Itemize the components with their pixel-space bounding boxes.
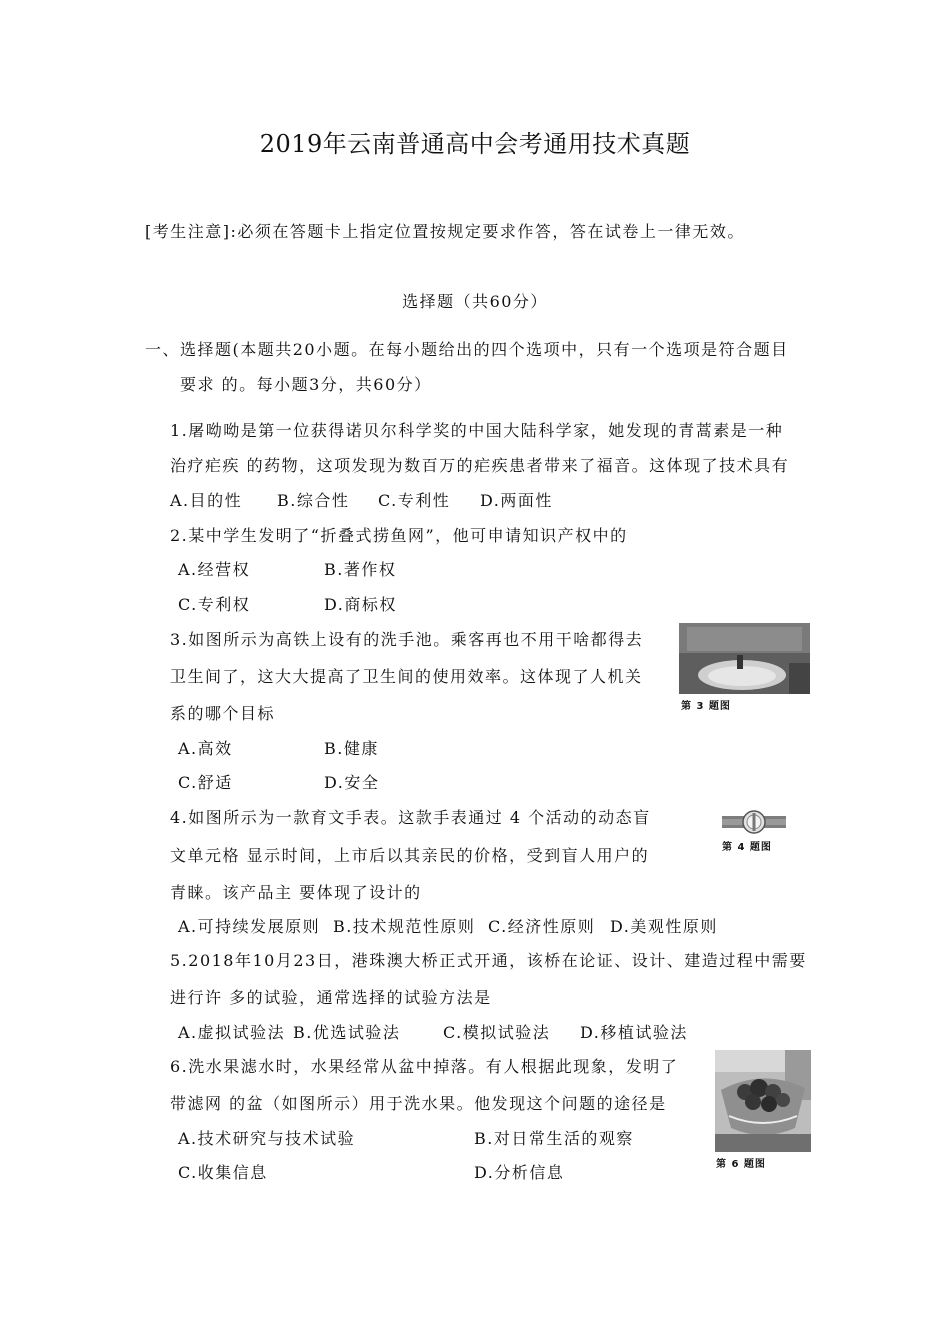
question-2-option-c: C.专利权 [178, 595, 251, 614]
question-5-option-b: B.优选试验法 [293, 1023, 401, 1042]
question-3-option-a: A.高效 [178, 739, 233, 758]
question-1-line-1: 1.屠呦呦是第一位获得诺贝尔科学奖的中国大陆科学家，她发现的青蒿素是一种 [170, 421, 784, 440]
part-heading-line-1: 一、选择题(本题共20小题。在每小题给出的四个选项中，只有一个选项是符合题目 [145, 340, 789, 359]
question-4-line-3: 青睐。该产品主 要体现了设计的 [170, 883, 422, 902]
question-2-option-b: B.著作权 [324, 560, 397, 579]
question-5-option-c: C.模拟试验法 [443, 1023, 551, 1042]
question-1-option-d: D.两面性 [480, 491, 553, 510]
watch-photo [722, 810, 786, 834]
question-3-line-3: 系的哪个目标 [170, 704, 276, 723]
question-6-option-b: B.对日常生活的观察 [474, 1129, 634, 1148]
question-3-line-1: 3.如图所示为高铁上设有的洗手池。乘客再也不用干啥都得去 [170, 630, 644, 649]
question-4-option-d: D.美观性原则 [610, 917, 718, 936]
question-6-option-c: C.收集信息 [178, 1163, 268, 1182]
section-title: 选择题（共60分） [402, 292, 548, 311]
question-5-line-2: 进行许 多的试验，通常选择的试验方法是 [170, 988, 492, 1007]
figure-3-caption: 第 3 题图 [681, 701, 731, 712]
question-3-line-2: 卫生间了，这大大提高了卫生间的使用效率。这体现了人机关 [170, 667, 643, 686]
question-6-option-a: A.技术研究与技术试验 [178, 1129, 356, 1148]
question-1-line-2: 治疗疟疾 的药物，这项发现为数百万的疟疾患者带来了福音。这体现了技术具有 [170, 456, 790, 475]
part-heading-line-2: 要求 的。每小题3分，共60分） [180, 375, 432, 394]
fruit-basin-photo [715, 1050, 811, 1152]
question-2-option-a: A.经营权 [178, 560, 251, 579]
question-4-line-2: 文单元格 显示时间，上市后以其亲民的价格，受到盲人用户的 [170, 846, 650, 865]
question-5-option-d: D.移植试验法 [580, 1023, 688, 1042]
question-2-option-d: D.商标权 [324, 595, 397, 614]
question-4-option-a: A.可持续发展原则 [178, 917, 321, 936]
question-4-option-c: C.经济性原则 [488, 917, 596, 936]
question-3-option-c: C.舒适 [178, 773, 233, 792]
question-4-line-1: 4.如图所示为一款育文手表。这款手表通过 4 个活动的动态盲 [170, 808, 651, 827]
question-6-line-2: 带滤网 的盆（如图所示）用于洗水果。他发现这个问题的途径是 [170, 1094, 667, 1113]
exam-notice: [考生注意]:必须在答题卡上指定位置按规定要求作答，答在试卷上一律无效。 [145, 222, 745, 241]
page-title: 2019年云南普通高中会考通用技术真题 [259, 130, 691, 158]
figure-4-caption: 第 4 题图 [722, 842, 772, 853]
question-4-option-b: B.技术规范性原则 [333, 917, 476, 936]
question-6-option-d: D.分析信息 [474, 1163, 565, 1182]
sink-photo [679, 623, 810, 694]
question-1-option-b: B.综合性 [277, 491, 350, 510]
question-2-line-1: 2.某中学生发明了“折叠式捞鱼网”，他可申请知识产权中的 [170, 526, 628, 545]
question-3-option-b: B.健康 [324, 739, 379, 758]
figure-6-caption: 第 6 题图 [716, 1159, 766, 1170]
question-5-option-a: A.虚拟试验法 [178, 1023, 286, 1042]
question-5-line-1: 5.2018年10月23日，港珠澳大桥正式开通，该桥在论证、设计、建造过程中需要 [170, 951, 807, 970]
question-3-option-d: D.安全 [324, 773, 380, 792]
question-1-option-a: A.目的性 [170, 491, 243, 510]
question-6-line-1: 6.洗水果滤水时，水果经常从盆中掉落。有人根据此现象，发明了 [170, 1057, 679, 1076]
question-1-option-c: C.专利性 [378, 491, 451, 510]
